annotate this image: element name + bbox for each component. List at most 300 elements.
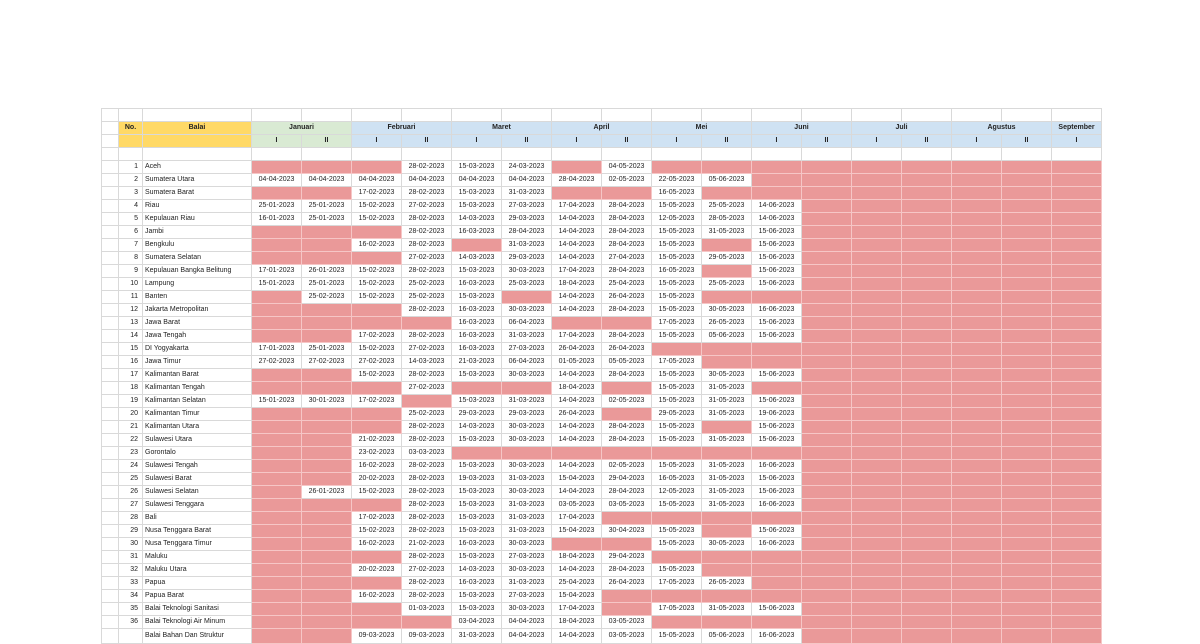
- date-cell[interactable]: 16-03-2023: [452, 343, 502, 356]
- date-cell[interactable]: 28-02-2023: [402, 239, 452, 252]
- date-cell[interactable]: 14-06-2023: [752, 213, 802, 226]
- date-cell[interactable]: 15-03-2023: [452, 395, 502, 408]
- date-cell[interactable]: 26-04-2023: [552, 408, 602, 421]
- empty-cell[interactable]: [802, 564, 852, 577]
- empty-cell[interactable]: [802, 291, 852, 304]
- date-cell[interactable]: 24-03-2023: [502, 161, 552, 174]
- date-cell[interactable]: 29-05-2023: [702, 252, 752, 265]
- cell[interactable]: [952, 109, 1002, 122]
- empty-cell[interactable]: [852, 317, 902, 330]
- empty-cell[interactable]: [302, 239, 352, 252]
- row-number[interactable]: 7: [119, 239, 143, 252]
- empty-cell[interactable]: [1052, 512, 1102, 525]
- row-number[interactable]: 34: [119, 590, 143, 603]
- cell[interactable]: [102, 226, 119, 239]
- cell[interactable]: [102, 239, 119, 252]
- cell[interactable]: [352, 148, 402, 161]
- empty-cell[interactable]: [352, 317, 402, 330]
- empty-cell[interactable]: [1052, 252, 1102, 265]
- empty-cell[interactable]: [1052, 200, 1102, 213]
- empty-cell[interactable]: [802, 265, 852, 278]
- date-cell[interactable]: 15-01-2023: [252, 278, 302, 291]
- date-cell[interactable]: 14-04-2023: [552, 304, 602, 317]
- empty-cell[interactable]: [802, 538, 852, 551]
- date-cell[interactable]: 28-02-2023: [402, 577, 452, 590]
- date-cell[interactable]: 17-05-2023: [652, 356, 702, 369]
- cell[interactable]: [102, 356, 119, 369]
- empty-cell[interactable]: [652, 161, 702, 174]
- empty-cell[interactable]: [902, 369, 952, 382]
- date-cell[interactable]: 04-05-2023: [602, 161, 652, 174]
- month-header-september[interactable]: September: [1052, 122, 1102, 135]
- cell[interactable]: [752, 109, 802, 122]
- empty-cell[interactable]: [302, 161, 352, 174]
- empty-cell[interactable]: [1052, 525, 1102, 538]
- empty-cell[interactable]: [1002, 343, 1052, 356]
- empty-cell[interactable]: [752, 187, 802, 200]
- empty-cell[interactable]: [902, 447, 952, 460]
- date-cell[interactable]: 27-02-2023: [302, 356, 352, 369]
- empty-cell[interactable]: [352, 382, 402, 395]
- empty-cell[interactable]: [802, 239, 852, 252]
- cell[interactable]: [252, 109, 302, 122]
- empty-cell[interactable]: [702, 512, 752, 525]
- date-cell[interactable]: 31-05-2023: [702, 408, 752, 421]
- cell[interactable]: [602, 148, 652, 161]
- row-number[interactable]: 9: [119, 265, 143, 278]
- empty-cell[interactable]: [952, 421, 1002, 434]
- date-cell[interactable]: 25-01-2023: [302, 200, 352, 213]
- empty-cell[interactable]: [1052, 291, 1102, 304]
- date-cell[interactable]: 15-05-2023: [652, 525, 702, 538]
- date-cell[interactable]: 26-04-2023: [602, 343, 652, 356]
- date-cell[interactable]: 15-05-2023: [652, 434, 702, 447]
- date-cell[interactable]: 14-04-2023: [552, 629, 602, 644]
- empty-cell[interactable]: [302, 382, 352, 395]
- empty-cell[interactable]: [652, 551, 702, 564]
- date-cell[interactable]: 31-03-2023: [502, 187, 552, 200]
- empty-cell[interactable]: [802, 460, 852, 473]
- empty-cell[interactable]: [952, 278, 1002, 291]
- empty-cell[interactable]: [652, 447, 702, 460]
- empty-cell[interactable]: [902, 538, 952, 551]
- empty-cell[interactable]: [252, 187, 302, 200]
- date-cell[interactable]: 19-03-2023: [452, 473, 502, 486]
- date-cell[interactable]: 14-04-2023: [552, 421, 602, 434]
- date-cell[interactable]: 16-02-2023: [352, 460, 402, 473]
- empty-cell[interactable]: [352, 252, 402, 265]
- empty-cell[interactable]: [552, 161, 602, 174]
- empty-cell[interactable]: [252, 603, 302, 616]
- cell[interactable]: [102, 525, 119, 538]
- empty-cell[interactable]: [852, 265, 902, 278]
- empty-cell[interactable]: [1052, 460, 1102, 473]
- empty-cell[interactable]: [902, 551, 952, 564]
- empty-cell[interactable]: [602, 317, 652, 330]
- empty-cell[interactable]: [802, 356, 852, 369]
- row-number[interactable]: 17: [119, 369, 143, 382]
- empty-cell[interactable]: [1002, 512, 1052, 525]
- empty-cell[interactable]: [702, 161, 752, 174]
- empty-cell[interactable]: [252, 447, 302, 460]
- date-cell[interactable]: 14-04-2023: [552, 486, 602, 499]
- balai-name[interactable]: Balai Bahan Dan Struktur: [143, 629, 252, 644]
- cell[interactable]: [102, 590, 119, 603]
- empty-cell[interactable]: [1052, 564, 1102, 577]
- empty-cell[interactable]: [1002, 551, 1052, 564]
- empty-cell[interactable]: [952, 174, 1002, 187]
- row-number[interactable]: 36: [119, 616, 143, 629]
- date-cell[interactable]: 17-05-2023: [652, 603, 702, 616]
- date-cell[interactable]: 28-02-2023: [402, 421, 452, 434]
- empty-cell[interactable]: [802, 434, 852, 447]
- date-cell[interactable]: 15-02-2023: [352, 278, 402, 291]
- date-cell[interactable]: 15-03-2023: [452, 265, 502, 278]
- cell[interactable]: [102, 382, 119, 395]
- empty-cell[interactable]: [252, 577, 302, 590]
- empty-cell[interactable]: [902, 486, 952, 499]
- cell[interactable]: [602, 109, 652, 122]
- balai-name[interactable]: Kalimantan Barat: [143, 369, 252, 382]
- empty-cell[interactable]: [702, 356, 752, 369]
- date-cell[interactable]: 04-04-2023: [502, 174, 552, 187]
- date-cell[interactable]: 27-04-2023: [602, 252, 652, 265]
- cell[interactable]: [652, 109, 702, 122]
- date-cell[interactable]: 04-04-2023: [352, 174, 402, 187]
- balai-name[interactable]: Kepulauan Bangka Belitung: [143, 265, 252, 278]
- empty-cell[interactable]: [902, 356, 952, 369]
- empty-cell[interactable]: [252, 629, 302, 644]
- empty-cell[interactable]: [852, 408, 902, 421]
- cell[interactable]: [252, 148, 302, 161]
- empty-cell[interactable]: [552, 317, 602, 330]
- empty-cell[interactable]: [902, 525, 952, 538]
- empty-cell[interactable]: [252, 551, 302, 564]
- empty-cell[interactable]: [952, 330, 1002, 343]
- date-cell[interactable]: 28-02-2023: [402, 486, 452, 499]
- date-cell[interactable]: 15-01-2023: [252, 395, 302, 408]
- empty-cell[interactable]: [702, 265, 752, 278]
- empty-cell[interactable]: [302, 421, 352, 434]
- empty-cell[interactable]: [952, 395, 1002, 408]
- empty-cell[interactable]: [252, 291, 302, 304]
- empty-cell[interactable]: [902, 291, 952, 304]
- empty-cell[interactable]: [1002, 460, 1052, 473]
- empty-cell[interactable]: [1002, 213, 1052, 226]
- empty-cell[interactable]: [952, 252, 1002, 265]
- empty-cell[interactable]: [302, 369, 352, 382]
- date-cell[interactable]: 15-05-2023: [652, 382, 702, 395]
- empty-cell[interactable]: [952, 603, 1002, 616]
- empty-cell[interactable]: [902, 408, 952, 421]
- date-cell[interactable]: 16-01-2023: [252, 213, 302, 226]
- date-cell[interactable]: 04-04-2023: [502, 629, 552, 644]
- empty-cell[interactable]: [752, 356, 802, 369]
- date-cell[interactable]: 31-05-2023: [702, 382, 752, 395]
- date-cell[interactable]: 28-02-2023: [402, 512, 452, 525]
- date-cell[interactable]: 16-03-2023: [452, 577, 502, 590]
- balai-name[interactable]: Jawa Timur: [143, 356, 252, 369]
- empty-cell[interactable]: [902, 161, 952, 174]
- date-cell[interactable]: 03-05-2023: [602, 629, 652, 644]
- empty-cell[interactable]: [1052, 330, 1102, 343]
- date-cell[interactable]: 25-01-2023: [302, 213, 352, 226]
- empty-cell[interactable]: [1052, 473, 1102, 486]
- balai-name[interactable]: Gorontalo: [143, 447, 252, 460]
- date-cell[interactable]: 18-04-2023: [552, 551, 602, 564]
- empty-cell[interactable]: [352, 304, 402, 317]
- empty-cell[interactable]: [952, 265, 1002, 278]
- no-header-cont[interactable]: [119, 135, 143, 148]
- empty-cell[interactable]: [252, 434, 302, 447]
- date-cell[interactable]: 17-01-2023: [252, 343, 302, 356]
- empty-cell[interactable]: [852, 187, 902, 200]
- empty-cell[interactable]: [1002, 369, 1052, 382]
- date-cell[interactable]: 15-05-2023: [652, 538, 702, 551]
- date-cell[interactable]: 15-06-2023: [752, 395, 802, 408]
- cell[interactable]: [102, 252, 119, 265]
- date-cell[interactable]: 31-05-2023: [702, 486, 752, 499]
- date-cell[interactable]: 14-06-2023: [752, 200, 802, 213]
- balai-name[interactable]: Jawa Tengah: [143, 330, 252, 343]
- empty-cell[interactable]: [1002, 525, 1052, 538]
- empty-cell[interactable]: [1052, 616, 1102, 629]
- date-cell[interactable]: 25-04-2023: [552, 577, 602, 590]
- date-cell[interactable]: 19-06-2023: [752, 408, 802, 421]
- date-cell[interactable]: 30-04-2023: [602, 525, 652, 538]
- date-cell[interactable]: 14-04-2023: [552, 460, 602, 473]
- date-cell[interactable]: 27-02-2023: [352, 356, 402, 369]
- date-cell[interactable]: 16-03-2023: [452, 226, 502, 239]
- cell[interactable]: [102, 577, 119, 590]
- empty-cell[interactable]: [352, 551, 402, 564]
- empty-cell[interactable]: [902, 304, 952, 317]
- empty-cell[interactable]: [252, 473, 302, 486]
- date-cell[interactable]: 15-03-2023: [452, 460, 502, 473]
- empty-cell[interactable]: [1052, 590, 1102, 603]
- empty-cell[interactable]: [952, 460, 1002, 473]
- date-cell[interactable]: 15-03-2023: [452, 161, 502, 174]
- date-cell[interactable]: 31-03-2023: [502, 525, 552, 538]
- balai-header-cont[interactable]: [143, 135, 252, 148]
- date-cell[interactable]: 16-05-2023: [652, 473, 702, 486]
- cell[interactable]: [102, 434, 119, 447]
- date-cell[interactable]: 26-04-2023: [552, 343, 602, 356]
- balai-name[interactable]: Sulawesi Selatan: [143, 486, 252, 499]
- date-cell[interactable]: 14-03-2023: [402, 356, 452, 369]
- empty-cell[interactable]: [1002, 291, 1052, 304]
- empty-cell[interactable]: [952, 408, 1002, 421]
- empty-cell[interactable]: [702, 239, 752, 252]
- empty-cell[interactable]: [1002, 499, 1052, 512]
- empty-cell[interactable]: [852, 473, 902, 486]
- empty-cell[interactable]: [952, 447, 1002, 460]
- date-cell[interactable]: 28-02-2023: [402, 226, 452, 239]
- empty-cell[interactable]: [902, 200, 952, 213]
- empty-cell[interactable]: [252, 460, 302, 473]
- balai-name[interactable]: Lampung: [143, 278, 252, 291]
- empty-cell[interactable]: [902, 278, 952, 291]
- date-cell[interactable]: 12-05-2023: [652, 486, 702, 499]
- empty-cell[interactable]: [852, 525, 902, 538]
- empty-cell[interactable]: [952, 525, 1002, 538]
- date-cell[interactable]: 15-06-2023: [752, 252, 802, 265]
- date-cell[interactable]: 17-04-2023: [552, 265, 602, 278]
- date-cell[interactable]: 15-03-2023: [452, 486, 502, 499]
- date-cell[interactable]: 29-04-2023: [602, 551, 652, 564]
- empty-cell[interactable]: [1052, 278, 1102, 291]
- date-cell[interactable]: 27-02-2023: [402, 200, 452, 213]
- empty-cell[interactable]: [1002, 317, 1052, 330]
- empty-cell[interactable]: [852, 200, 902, 213]
- empty-cell[interactable]: [302, 603, 352, 616]
- date-cell[interactable]: 17-01-2023: [252, 265, 302, 278]
- date-cell[interactable]: 15-06-2023: [752, 278, 802, 291]
- empty-cell[interactable]: [252, 512, 302, 525]
- balai-name[interactable]: Sumatera Selatan: [143, 252, 252, 265]
- empty-cell[interactable]: [952, 616, 1002, 629]
- date-cell[interactable]: 30-03-2023: [502, 304, 552, 317]
- empty-cell[interactable]: [602, 382, 652, 395]
- date-cell[interactable]: 17-02-2023: [352, 395, 402, 408]
- empty-cell[interactable]: [952, 486, 1002, 499]
- date-cell[interactable]: 14-03-2023: [452, 252, 502, 265]
- empty-cell[interactable]: [402, 395, 452, 408]
- empty-cell[interactable]: [802, 369, 852, 382]
- date-cell[interactable]: 14-04-2023: [552, 564, 602, 577]
- empty-cell[interactable]: [302, 447, 352, 460]
- empty-cell[interactable]: [252, 421, 302, 434]
- cell[interactable]: [102, 616, 119, 629]
- cell[interactable]: [652, 148, 702, 161]
- date-cell[interactable]: 15-05-2023: [652, 226, 702, 239]
- date-cell[interactable]: 29-03-2023: [452, 408, 502, 421]
- empty-cell[interactable]: [802, 317, 852, 330]
- empty-cell[interactable]: [802, 226, 852, 239]
- empty-cell[interactable]: [852, 330, 902, 343]
- empty-cell[interactable]: [752, 447, 802, 460]
- empty-cell[interactable]: [952, 343, 1002, 356]
- balai-name[interactable]: Sulawesi Tengah: [143, 460, 252, 473]
- row-number[interactable]: 2: [119, 174, 143, 187]
- cell[interactable]: [102, 460, 119, 473]
- date-cell[interactable]: 18-04-2023: [552, 382, 602, 395]
- date-cell[interactable]: 31-05-2023: [702, 603, 752, 616]
- row-number[interactable]: 4: [119, 200, 143, 213]
- empty-cell[interactable]: [852, 434, 902, 447]
- date-cell[interactable]: 28-02-2023: [402, 369, 452, 382]
- date-cell[interactable]: 15-06-2023: [752, 603, 802, 616]
- row-number[interactable]: 5: [119, 213, 143, 226]
- empty-cell[interactable]: [952, 369, 1002, 382]
- empty-cell[interactable]: [1052, 395, 1102, 408]
- row-number[interactable]: [119, 629, 143, 644]
- empty-cell[interactable]: [952, 551, 1002, 564]
- half-header[interactable]: I: [852, 135, 902, 148]
- empty-cell[interactable]: [302, 330, 352, 343]
- half-header[interactable]: II: [602, 135, 652, 148]
- date-cell[interactable]: 15-05-2023: [652, 629, 702, 644]
- empty-cell[interactable]: [302, 577, 352, 590]
- empty-cell[interactable]: [602, 590, 652, 603]
- empty-cell[interactable]: [452, 447, 502, 460]
- empty-cell[interactable]: [752, 564, 802, 577]
- date-cell[interactable]: 30-03-2023: [502, 421, 552, 434]
- cell[interactable]: [402, 148, 452, 161]
- empty-cell[interactable]: [852, 382, 902, 395]
- date-cell[interactable]: 04-04-2023: [252, 174, 302, 187]
- empty-cell[interactable]: [902, 629, 952, 644]
- date-cell[interactable]: 16-05-2023: [652, 265, 702, 278]
- cell[interactable]: [102, 330, 119, 343]
- empty-cell[interactable]: [1052, 343, 1102, 356]
- cell[interactable]: [102, 473, 119, 486]
- empty-cell[interactable]: [252, 317, 302, 330]
- empty-cell[interactable]: [302, 564, 352, 577]
- empty-cell[interactable]: [502, 382, 552, 395]
- empty-cell[interactable]: [952, 577, 1002, 590]
- date-cell[interactable]: 16-02-2023: [352, 590, 402, 603]
- empty-cell[interactable]: [1002, 629, 1052, 644]
- date-cell[interactable]: 02-05-2023: [602, 174, 652, 187]
- date-cell[interactable]: 18-04-2023: [552, 616, 602, 629]
- empty-cell[interactable]: [902, 382, 952, 395]
- empty-cell[interactable]: [802, 174, 852, 187]
- date-cell[interactable]: 15-02-2023: [352, 525, 402, 538]
- date-cell[interactable]: 14-04-2023: [552, 369, 602, 382]
- date-cell[interactable]: 30-05-2023: [702, 304, 752, 317]
- date-cell[interactable]: 14-04-2023: [552, 226, 602, 239]
- date-cell[interactable]: 21-02-2023: [402, 538, 452, 551]
- empty-cell[interactable]: [852, 239, 902, 252]
- half-header[interactable]: I: [352, 135, 402, 148]
- cell[interactable]: [102, 343, 119, 356]
- date-cell[interactable]: 27-02-2023: [402, 343, 452, 356]
- empty-cell[interactable]: [1052, 356, 1102, 369]
- cell[interactable]: [102, 187, 119, 200]
- date-cell[interactable]: 25-01-2023: [252, 200, 302, 213]
- cell[interactable]: [302, 148, 352, 161]
- empty-cell[interactable]: [302, 187, 352, 200]
- date-cell[interactable]: 31-05-2023: [702, 499, 752, 512]
- cell[interactable]: [102, 317, 119, 330]
- date-cell[interactable]: 17-05-2023: [652, 577, 702, 590]
- empty-cell[interactable]: [452, 382, 502, 395]
- date-cell[interactable]: 17-02-2023: [352, 512, 402, 525]
- empty-cell[interactable]: [752, 590, 802, 603]
- date-cell[interactable]: 28-04-2023: [602, 200, 652, 213]
- balai-name[interactable]: Jawa Barat: [143, 317, 252, 330]
- date-cell[interactable]: 15-06-2023: [752, 317, 802, 330]
- empty-cell[interactable]: [352, 161, 402, 174]
- empty-cell[interactable]: [602, 538, 652, 551]
- empty-cell[interactable]: [702, 616, 752, 629]
- row-number[interactable]: 31: [119, 551, 143, 564]
- balai-name[interactable]: Maluku: [143, 551, 252, 564]
- row-number[interactable]: 8: [119, 252, 143, 265]
- date-cell[interactable]: 16-02-2023: [352, 239, 402, 252]
- date-cell[interactable]: 28-02-2023: [402, 213, 452, 226]
- cell[interactable]: [102, 122, 119, 135]
- date-cell[interactable]: 03-03-2023: [402, 447, 452, 460]
- date-cell[interactable]: 28-04-2023: [602, 304, 652, 317]
- date-cell[interactable]: 15-03-2023: [452, 187, 502, 200]
- date-cell[interactable]: 28-05-2023: [702, 213, 752, 226]
- empty-cell[interactable]: [1002, 434, 1052, 447]
- row-number[interactable]: 22: [119, 434, 143, 447]
- date-cell[interactable]: 26-01-2023: [302, 486, 352, 499]
- date-cell[interactable]: 25-05-2023: [702, 278, 752, 291]
